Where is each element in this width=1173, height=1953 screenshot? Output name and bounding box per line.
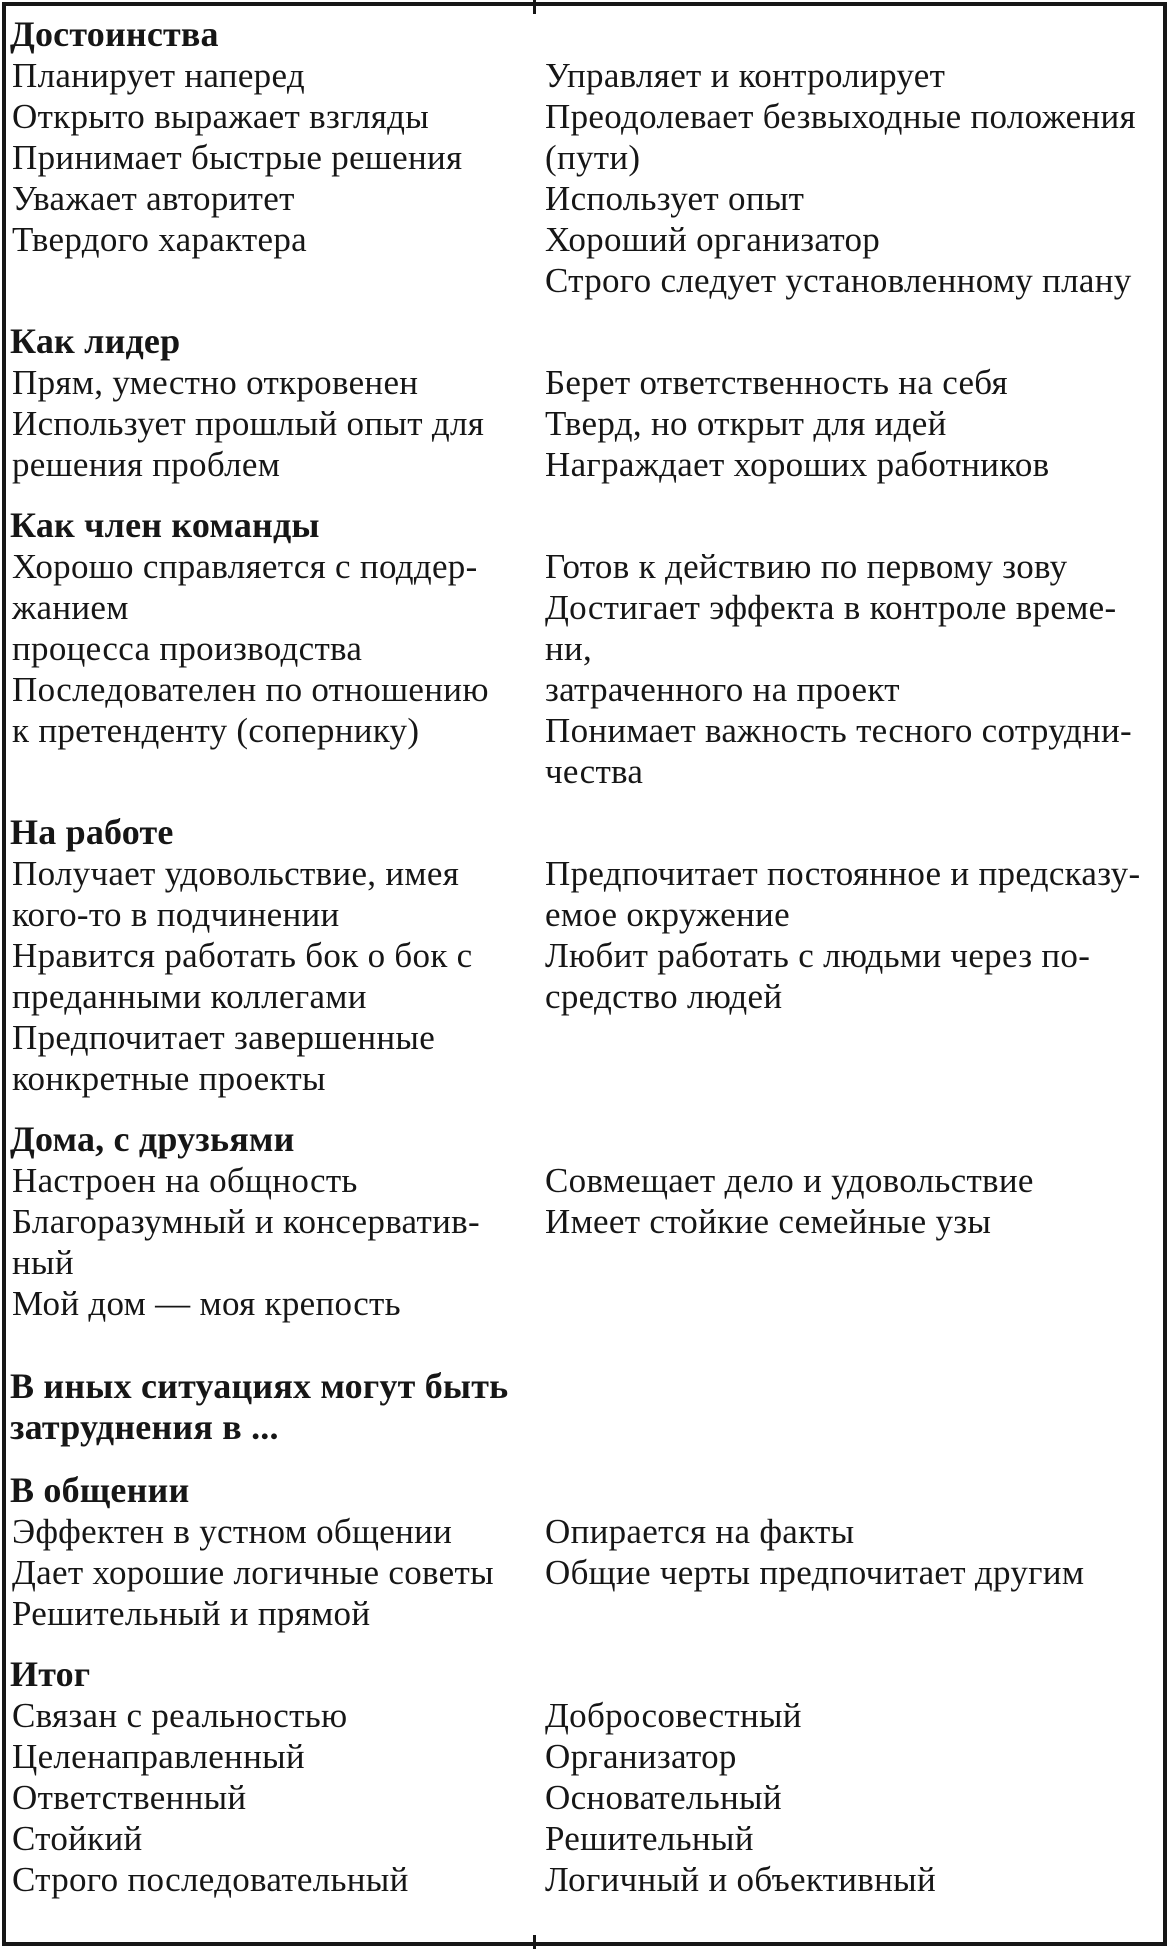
text-line: жанием xyxy=(12,588,129,627)
section-heading xyxy=(10,1119,1157,1160)
text-line: Связан с реальностью xyxy=(12,1696,348,1735)
text-line: затраченного на проект xyxy=(545,670,900,709)
column-divider-tick-bottom-icon xyxy=(533,1935,536,1949)
text-line: процесса производства xyxy=(12,629,363,668)
section-7 xyxy=(10,1654,1157,1900)
right-column xyxy=(543,1511,1157,1634)
text-line: Награждает хороших работников xyxy=(545,445,1050,484)
text-line: Планирует наперед xyxy=(12,56,305,95)
text-line: решения проблем xyxy=(12,445,281,484)
text-line: Ответственный xyxy=(12,1778,247,1817)
text-line: Добросовестный xyxy=(545,1696,802,1735)
section-heading-line: Как член команды xyxy=(10,505,320,545)
column-divider-tick-top-icon xyxy=(533,0,536,14)
text-line: Строго следует установленному плану xyxy=(545,261,1132,300)
text-line: Эффектен в устном общении xyxy=(12,1512,453,1551)
text-line: Основательный xyxy=(545,1778,782,1817)
section-5 xyxy=(10,1366,1157,1448)
text-line: Последователен по отношению xyxy=(12,670,489,709)
text-line: Опирается на факты xyxy=(545,1512,855,1551)
text-line: Логичный и объективный xyxy=(545,1860,937,1899)
text-line: Дает хорошие логичные советы xyxy=(12,1553,494,1592)
text-line: Хороший организатор xyxy=(545,220,881,259)
section-4 xyxy=(10,1119,1157,1324)
section-columns xyxy=(10,853,1157,1099)
section-heading-line: На работе xyxy=(10,812,174,852)
section-columns xyxy=(10,546,1157,792)
right-column xyxy=(543,362,1157,485)
text-line: Строго последовательный xyxy=(12,1860,409,1899)
section-3 xyxy=(10,812,1157,1099)
text-line: Предпочитает завершенные xyxy=(12,1018,436,1057)
text-line: кого-то в подчинении xyxy=(12,895,340,934)
left-column xyxy=(10,1511,543,1634)
text-line: Принимает быстрые решения xyxy=(12,138,463,177)
section-heading xyxy=(10,1654,1157,1695)
text-line: Понимает важность тесного сотрудни- xyxy=(545,711,1132,750)
text-line: Преодолевает безвыходные положения xyxy=(545,97,1136,136)
right-column xyxy=(543,1695,1157,1900)
section-columns xyxy=(10,1160,1157,1324)
text-line: ни, xyxy=(545,629,593,668)
text-line: Любит работать с людьми через по- xyxy=(545,936,1091,975)
right-column xyxy=(543,55,1157,301)
section-columns xyxy=(10,362,1157,485)
table-frame xyxy=(2,2,1167,1946)
left-column xyxy=(10,362,543,485)
text-line: Достигает эффекта в контроле време- xyxy=(545,588,1117,627)
text-line: Организатор xyxy=(545,1737,737,1776)
section-heading-line: затруднения в ... xyxy=(10,1407,279,1447)
text-line: Решительный и прямой xyxy=(12,1594,371,1633)
section-heading-line: В иных ситуациях могут быть xyxy=(10,1366,509,1406)
section-heading-line: Дома, с друзьями xyxy=(10,1119,295,1159)
left-column xyxy=(10,1695,543,1900)
section-heading-line: Как лидер xyxy=(10,321,181,361)
text-line: Стойкий xyxy=(12,1819,143,1858)
text-line: Совмещает дело и удовольствие xyxy=(545,1161,1034,1200)
text-line: Открыто выражает взгляды xyxy=(12,97,430,136)
right-column xyxy=(543,853,1157,1099)
left-column xyxy=(10,546,543,792)
section-heading xyxy=(10,505,1157,546)
section-heading xyxy=(10,14,1157,55)
text-line: Получает удовольствие, имея xyxy=(12,854,460,893)
section-2 xyxy=(10,505,1157,792)
section-heading-line: В общении xyxy=(10,1470,190,1510)
section-0 xyxy=(10,14,1157,301)
text-line: ный xyxy=(12,1243,74,1282)
text-line: Предпочитает постоянное и предсказу- xyxy=(545,854,1141,893)
text-line: Уважает авторитет xyxy=(12,179,295,218)
text-line: преданными коллегами xyxy=(12,977,367,1016)
text-line: средство людей xyxy=(545,977,783,1016)
text-line: (пути) xyxy=(545,138,641,177)
section-6 xyxy=(10,1470,1157,1634)
left-column xyxy=(10,55,543,301)
text-line: чества xyxy=(545,752,644,791)
text-line: Хорошо справляется с поддер- xyxy=(12,547,478,586)
section-columns xyxy=(10,55,1157,301)
section-heading xyxy=(10,1366,1157,1448)
table-body xyxy=(10,14,1157,1900)
text-line: Берет ответственность на себя xyxy=(545,363,1008,402)
text-line: Тверд, но открыт для идей xyxy=(545,404,947,443)
right-column xyxy=(543,1160,1157,1324)
section-heading xyxy=(10,812,1157,853)
text-line: емое окружение xyxy=(545,895,790,934)
text-line: Управляет и контролирует xyxy=(545,56,946,95)
right-column xyxy=(543,546,1157,792)
text-line: Целенаправленный xyxy=(12,1737,305,1776)
left-column xyxy=(10,1160,543,1324)
text-line: Готов к действию по первому зову xyxy=(545,547,1068,586)
text-line: Настроен на общность xyxy=(12,1161,358,1200)
text-line: Имеет стойкие семейные узы xyxy=(545,1202,992,1241)
text-line: Прям, уместно откровенен xyxy=(12,363,419,402)
section-columns xyxy=(10,1511,1157,1634)
text-line: Использует опыт xyxy=(545,179,805,218)
text-line: Использует прошлый опыт для xyxy=(12,404,485,443)
text-line: конкретные проекты xyxy=(12,1059,326,1098)
text-line: Нравится работать бок о бок с xyxy=(12,936,473,975)
section-heading-line: Итог xyxy=(10,1654,91,1694)
left-column xyxy=(10,853,543,1099)
text-line: Общие черты предпочитает другим xyxy=(545,1553,1085,1592)
section-heading-line: Достоинства xyxy=(10,14,219,54)
text-line: Мой дом — моя крепость xyxy=(12,1284,401,1323)
section-heading xyxy=(10,321,1157,362)
text-line: Решительный xyxy=(545,1819,754,1858)
section-1 xyxy=(10,321,1157,485)
text-line: к претенденту (сопернику) xyxy=(12,711,420,750)
text-line: Твердого характера xyxy=(12,220,307,259)
section-columns xyxy=(10,1695,1157,1900)
section-heading xyxy=(10,1470,1157,1511)
text-line: Благоразумный и консерватив- xyxy=(12,1202,480,1241)
